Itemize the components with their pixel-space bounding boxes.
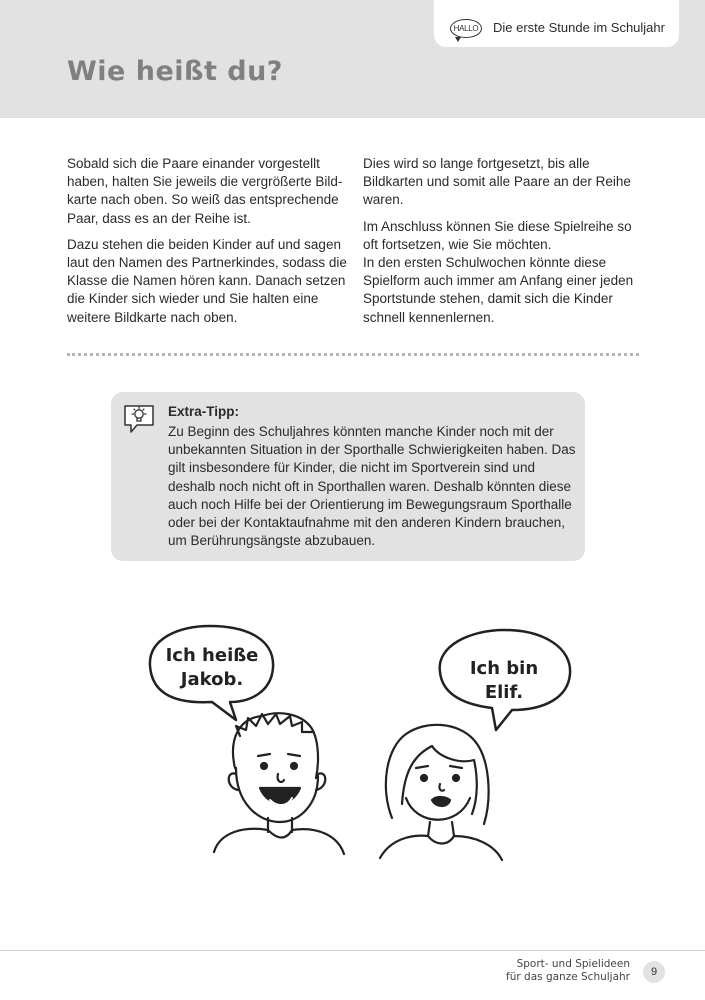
footer-divider <box>0 950 705 951</box>
paragraph: Sobald sich die Paare einander vorgestellt haben, halten Sie jeweils die vergrößerte Bild-karte nach oben. So weiß das entsprechende Paar, dass es an der Reihe ist. <box>67 156 343 226</box>
speech-bubble-right-text: Ich bin Elif. <box>469 658 539 703</box>
page-title: Wie heißt du? <box>67 56 283 87</box>
right-column <box>363 155 643 335</box>
left-column <box>67 155 347 335</box>
chapter-title: Die erste Stunde im Schuljahr <box>493 20 665 35</box>
paragraph: In den ersten Schulwochen könnte diese Spielform auch immer am Anfang einer jeden Sportstunde stehen, damit sich die Kinder schnell kennenlernen. <box>363 255 634 325</box>
paragraph: Dazu stehen die beiden Kinder auf und sagen laut den Namen des Partnerkindes, sodass die Klasse die Namen hören kann. Danach setzen die Kinder sich wieder und Sie halten eine weitere Bildkarte nach oben. <box>67 236 347 325</box>
extra-tip-box <box>111 392 585 561</box>
dotted-divider <box>67 353 639 356</box>
tip-text: Zu Beginn des Schuljahres könnten manche Kinder noch mit der unbekannten Situation in der Sporthalle Schwierigkeiten haben. Das gilt insbesondere für Kinder, die nicht im Sportverein sind und deshalb noch nicht oft in Sporthallen waren. Deshalb könnten diese auch noch Hilfe bei der Orientierung im Bewegungsraum Sporthalle oder bei der Kontaktaufnahme mit den anderen Kindern brauchen, um Berührungsängste abzubauen. <box>168 424 576 549</box>
footer-book-title <box>470 958 630 984</box>
footer-line-1: Sport- und Spielideen <box>516 958 630 970</box>
tip-title: Extra-Tipp: <box>168 404 240 419</box>
hallo-speech-icon: HALLO <box>450 19 482 38</box>
paragraph: Im Anschluss können Sie diese Spielreihe so oft fortsetzen, wie Sie möchten. <box>363 218 632 252</box>
lightbulb-speech-icon <box>122 403 156 435</box>
footer-line-2: für das ganze Schuljahr <box>506 971 630 983</box>
speech-bubble-left-text: Ich heiße Jakob. <box>165 645 259 690</box>
page-number: 9 <box>643 961 665 983</box>
paragraph: Dies wird so lange fortgesetzt, bis alle Bildkarten und somit alle Paare an der Reihe waren. <box>363 156 631 208</box>
girl-figure <box>380 725 502 860</box>
chapter-tab <box>434 0 679 47</box>
boy-figure <box>214 713 344 854</box>
